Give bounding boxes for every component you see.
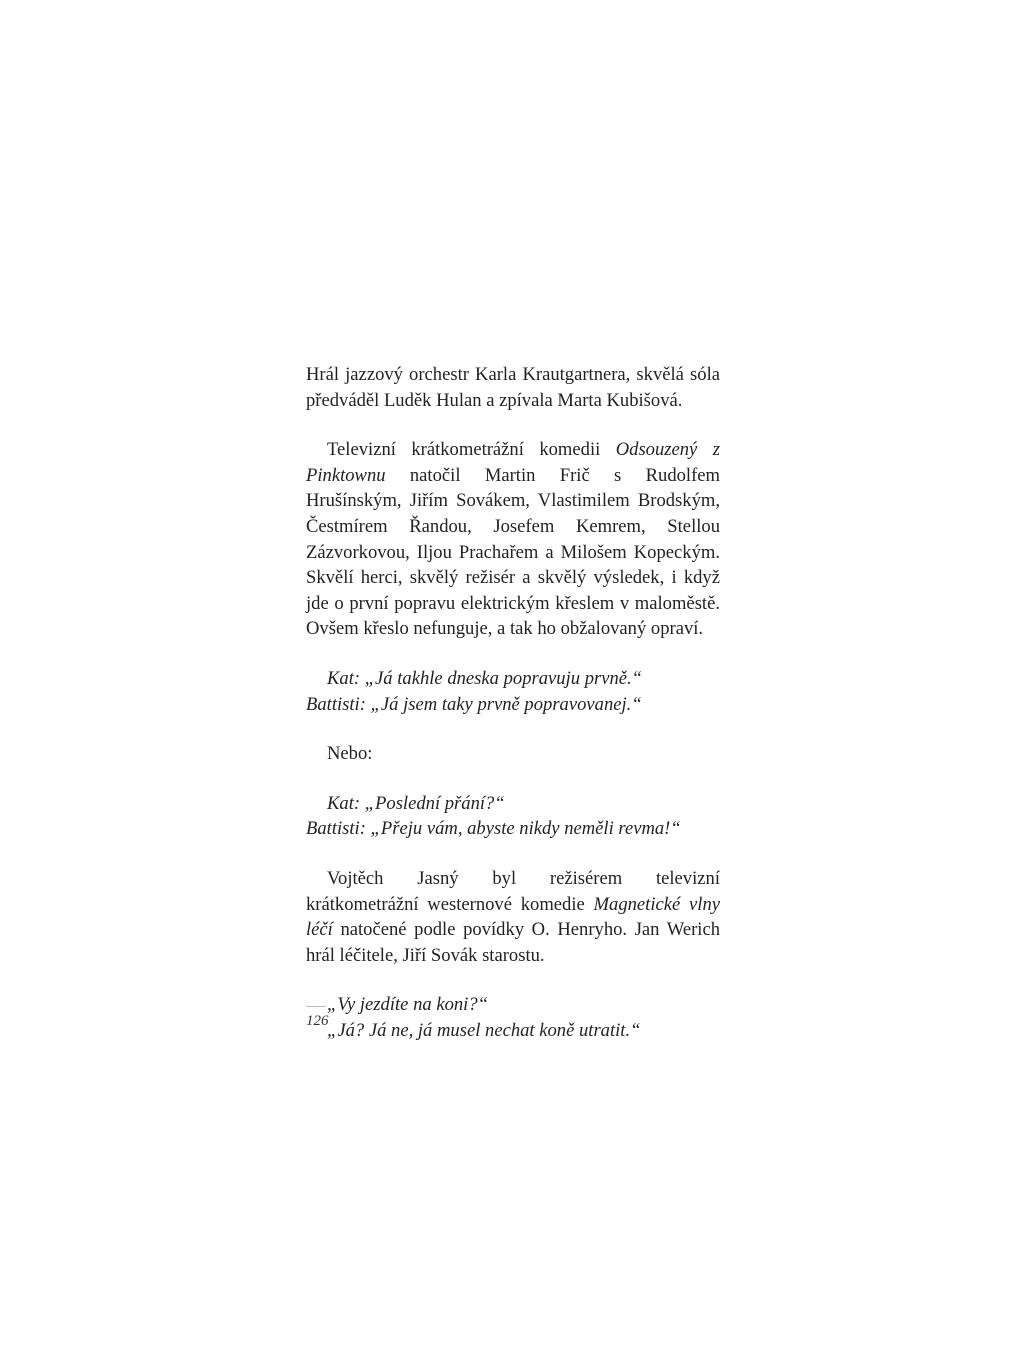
paragraph-western [306,866,720,968]
paragraph-film-description [306,437,720,642]
footer-rule [306,1006,326,1007]
dialog-block [306,791,720,842]
dialog-line: Kat: „Poslední přání?“ [327,792,505,814]
paragraph-text: natočil Martin Frič s Rudolfem Hrušínským, Jiřím Sovákem, Vlastimilem Brodským, Čestmírem Řandou, Josefem Kemrem, Stellou Zázvorkovou, Iljou Prachařem a Milošem Kopeckým. Skvělí herci, skvělý režisér a skvělý výsledek, i když jde o první popravu elektrickým křeslem v maloměstě. Ovšem křeslo nefunguje, a tak ho obžalovaný opraví. [306,464,720,640]
spacer [306,413,720,437]
spacer [306,642,720,666]
dialog-line: „Já? Já ne, já musel nechat koně utratit.“ [327,1019,641,1041]
paragraph-orchestra: Hrál jazzový orchestr Karla Krautgartnera, skvělá sóla předváděl Luděk Hulan a zpívala Marta Kubišová. [306,364,720,411]
film-title: Odsouzený z Pinktownu [306,439,720,486]
dialog-line: Kat: „Já takhle dneska popravuju prvně.“ [327,667,643,689]
spacer [306,968,720,992]
spacer [306,767,720,791]
spacer [306,842,720,866]
dialog-line: Battisti: „Přeju vám, abyste nikdy neměli revma!“ [306,818,681,840]
paragraph-nebo: Nebo: [327,743,373,765]
paragraph-text: Televizní krátkometrážní komedii [327,439,616,461]
page-body [306,362,720,1043]
dialog-line: „Vy jezdíte na koni?“ [327,994,488,1016]
dialog-line: Battisti: „Já jsem taky prvně popravovanej.“ [306,693,642,715]
film-title: Magnetické vlny léčí [306,893,721,941]
spacer [306,717,720,741]
paragraph-text: natočené podle povídky O. Henryho. Jan Werich hrál léčitele, Jiří Sovák starostu. [306,919,720,966]
paragraph-text: Vojtěch Jasný byl režisérem televizní krátkometrážní westernové komedie [306,867,720,915]
page-number: 126 [306,1013,329,1029]
dialog-block [306,992,720,1043]
dialog-block [306,666,720,717]
